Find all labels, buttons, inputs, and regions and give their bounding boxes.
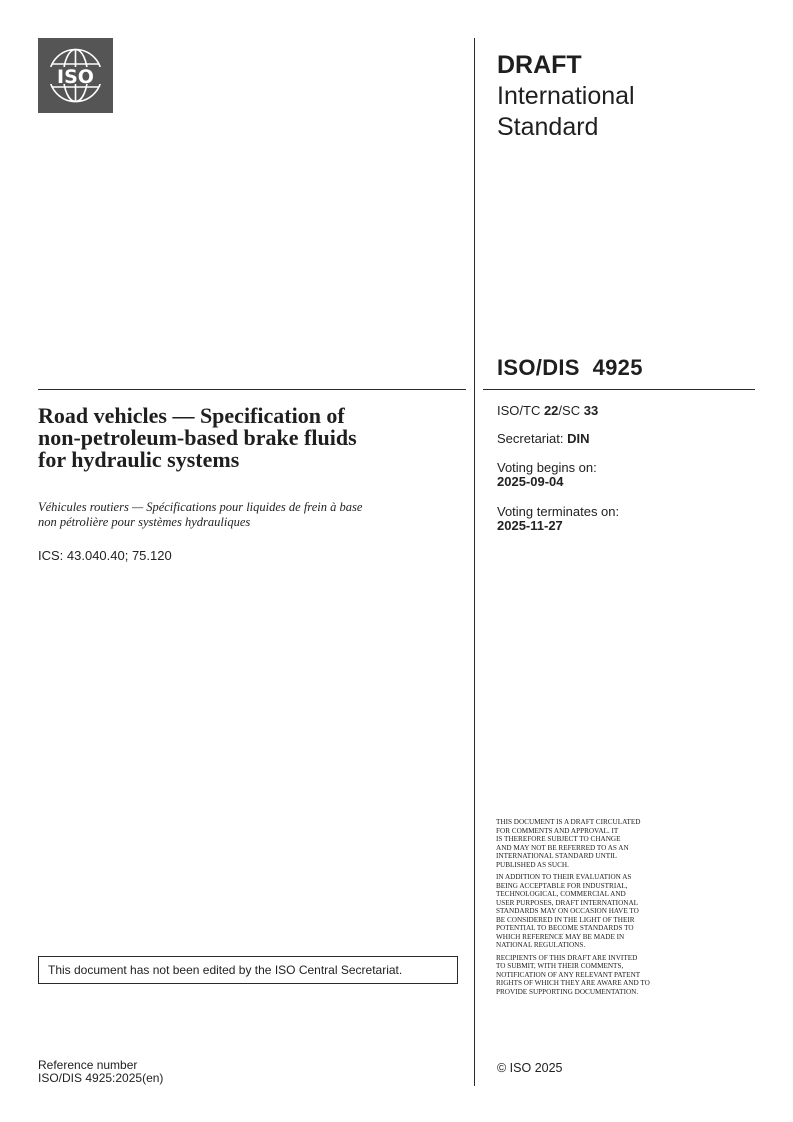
logo-text: ISO [57,66,94,88]
globe-icon [38,38,113,113]
draft-notice [496,818,706,1000]
tc-number: 22 [543,403,559,418]
french-title [38,500,458,530]
voting-begins [497,461,597,489]
international-label: International [497,82,635,110]
sc-number: 33 [583,403,599,418]
french-title-line-2: non pétrolière pour systèmes hydrauliques [38,515,251,529]
sc-prefix: /SC [558,403,584,418]
horizontal-divider-right [483,389,755,390]
secretariat-value: DIN [567,431,590,446]
secretariat [497,432,589,446]
document-type-heading [497,50,757,143]
secretariat-label: Secretariat: [497,431,568,446]
document-title [38,405,458,471]
title-line-1: Road vehicles — Specification of [38,403,345,428]
tc-prefix: ISO/TC [497,403,544,418]
title-line-2: non-petroleum-based brake fluids [38,425,357,450]
notice-paragraph-3: RECIPIENTS OF THIS DRAFT ARE INVITED TO SUBMIT, WITH THEIR COMMENTS, NOTIFICATION OF ANY RELEVANT PATENT RIGHTS OF WHICH THEY ARE AWARE AND TO PROVIDE SUPPORTING DOCUMENTATION. [496,953,650,996]
notice-paragraph-1: THIS DOCUMENT IS A DRAFT CIRCULATED FOR COMMENTS AND APPROVAL. IT IS THEREFORE SUBJECT TO CHANGE AND MAY NOT BE REFERRED TO AS AN INTERNATIONAL STANDARD UNTIL PUBLISHED AS SUCH. [496,818,641,869]
copyright: © ISO 2025 [497,1061,563,1075]
edit-notice-box: This document has not been edited by the ISO Central Secretariat. [38,956,458,984]
reference-value: ISO/DIS 4925:2025(en) [38,1071,164,1085]
voting-begins-label: Voting begins on: [497,460,597,475]
notice-paragraph-2: IN ADDITION TO THEIR EVALUATION AS BEING ACCEPTABLE FOR INDUSTRIAL, TECHNOLOGICAL, COMMERCIAL AND USER PURPOSES, DRAFT INTERNATIONAL STANDARDS MAY ON OCCASION HAVE TO BE CONSIDERED IN THE LIGHT OF THEIR POTENTIAL TO BECOME STANDARDS TO WHICH REFERENCE MAY BE MADE IN NATIONAL REGULATIONS. [496,873,639,949]
voting-terminates-date: 2025-11-27 [497,518,563,533]
reference-number [38,1059,163,1085]
vertical-divider [474,38,475,1086]
standard-number: ISO/DIS 4925 [497,355,643,380]
voting-terminates-label: Voting terminates on: [497,504,620,519]
draft-label: DRAFT [497,51,582,79]
ics-codes: ICS: 43.040.40; 75.120 [38,548,172,563]
iso-logo [38,38,113,113]
horizontal-divider-left [38,389,466,390]
voting-terminates [497,505,619,533]
voting-begins-date: 2025-09-04 [497,474,564,489]
standard-label: Standard [497,113,599,141]
title-line-3: for hydraulic systems [38,447,240,472]
technical-committee [497,404,598,418]
french-title-line-1: Véhicules routiers — Spécifications pour liquides de frein à base [38,500,363,514]
reference-label: Reference number [38,1058,138,1072]
